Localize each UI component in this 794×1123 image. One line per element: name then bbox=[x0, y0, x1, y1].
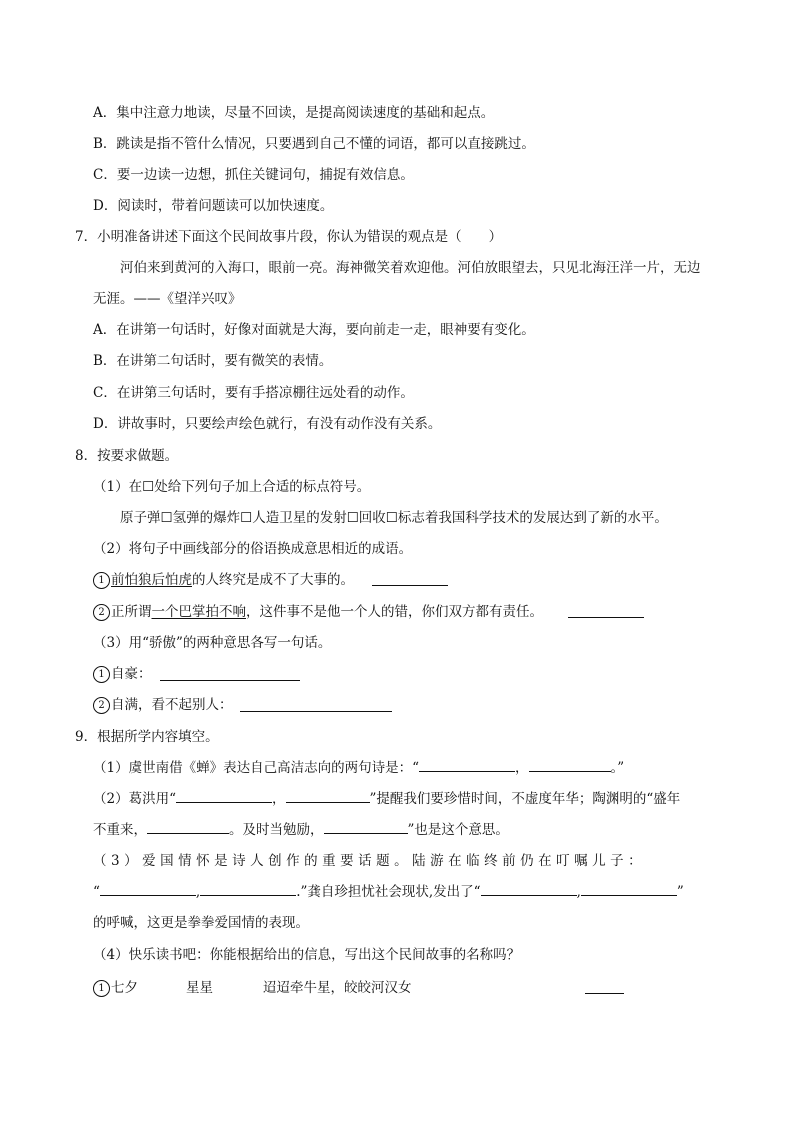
circled-number: 1 bbox=[93, 980, 110, 997]
q8-item3-answer-blank[interactable] bbox=[160, 679, 300, 681]
q8-item1-answer-blank[interactable] bbox=[372, 584, 448, 586]
q9-part1 bbox=[93, 759, 624, 777]
circled-number: 2 bbox=[93, 604, 110, 621]
underlined-proverb: 一个巴掌拍不响 bbox=[151, 604, 246, 620]
q9-part2-text-4: 。及时当勉励， bbox=[229, 822, 324, 838]
q8-part3: （3）用“骄傲”的两种意思各写一句话。 bbox=[93, 635, 332, 651]
circled-number: 1 bbox=[93, 666, 110, 683]
q8-part1: （1）在☐处给下列句子加上合适的标点符号。 bbox=[93, 479, 371, 495]
q8-stem: 8．按要求做题。 bbox=[75, 448, 179, 464]
q7-option-d: D．讲故事时，只要绘声绘色就行，有没有动作没有关系。 bbox=[93, 416, 442, 432]
circled-number: 2 bbox=[93, 697, 110, 714]
q9-part2-text-2: ”提醒我们要珍惜时间，不虚度年华；陶渊明的“盛年 bbox=[369, 791, 681, 807]
q7-stem: 7．小明准备讲述下面这个民间故事片段，你认为错误的观点是（ ） bbox=[75, 229, 503, 245]
q9-part3-comma-2: , bbox=[576, 884, 581, 900]
q8-item1 bbox=[93, 571, 354, 589]
q9-part2-text-3: 不重来， bbox=[93, 822, 147, 838]
clue-2: 星星 bbox=[186, 980, 213, 996]
q9-part2-text: （2）葛洪用“ bbox=[93, 791, 176, 807]
q9-part2-text-5: ”也是这个意思。 bbox=[407, 822, 509, 838]
q8-part2: （2）将句子中画线部分的俗语换成意思相近的成语。 bbox=[93, 541, 413, 557]
q9-part3-line2 bbox=[93, 883, 684, 901]
q7-passage-line2: 无涯。——《望洋兴叹》 bbox=[93, 291, 242, 307]
item-text: 的人终究是成不了大事的。 bbox=[192, 572, 354, 588]
q9-part3-blank-4[interactable] bbox=[581, 894, 677, 896]
q7-option-b: B．在讲第二句话时，要有微笑的表情。 bbox=[93, 353, 333, 369]
clue-1: 七夕 bbox=[111, 980, 138, 996]
q7-option-a: A．在讲第一句话时，好像对面就是大海，要向前走一走，眼神要有变化。 bbox=[93, 322, 535, 338]
item-text: 正所谓 bbox=[111, 604, 152, 620]
q9-part1-blank-2[interactable] bbox=[529, 770, 611, 772]
q8-item2 bbox=[93, 603, 543, 621]
q9-part3-text: .”龚自珍担忧社会现状,发出了“ bbox=[296, 884, 481, 900]
q9-part2-comma: ， bbox=[272, 791, 286, 807]
item-text: 自豪： bbox=[111, 666, 152, 682]
q9-part1-blank-1[interactable] bbox=[419, 770, 515, 772]
q6-option-b: B．跳读是指不管什么情况，只要遇到自己不懂的词语，都可以直接跳过。 bbox=[93, 136, 535, 152]
q9-part1-end: 。” bbox=[610, 760, 625, 776]
q6-option-c: C．要一边读一边想，抓住关键词句，捕捉有效信息。 bbox=[93, 167, 414, 183]
q8-item2-answer-blank[interactable] bbox=[568, 616, 644, 618]
q9-part2-blank-1[interactable] bbox=[176, 801, 272, 803]
q8-item4-answer-blank[interactable] bbox=[240, 710, 392, 712]
item-text: 自满，看不起别人： bbox=[111, 697, 233, 713]
q9-part3-end: ” bbox=[676, 884, 684, 900]
underlined-proverb: 前怕狼后怕虎 bbox=[111, 572, 192, 588]
q8-item4 bbox=[93, 696, 233, 714]
item-text: ，这件事不是他一个人的错，你们双方都有责任。 bbox=[246, 604, 543, 620]
q9-part3-quote: “ bbox=[93, 884, 100, 900]
q9-part2-blank-4[interactable] bbox=[324, 832, 408, 834]
q9-clue-row bbox=[93, 979, 138, 997]
q9-part1-text: （1）虞世南借《蝉》表达自己高洁志向的两句诗是：“ bbox=[93, 760, 419, 776]
q8-item3 bbox=[93, 665, 152, 683]
q9-part3-line3: 的呼喊，这更是拳拳爱国情的表现。 bbox=[93, 915, 309, 931]
q9-part3-line1: （3）爱国情怀是诗人创作的重要话题。陆游在临终前仍在叮嘱儿子： bbox=[93, 853, 647, 869]
q9-part4: （4）快乐读书吧：你能根据给出的信息，写出这个民间故事的名称吗？ bbox=[93, 947, 521, 963]
q9-part1-comma: ， bbox=[515, 760, 529, 776]
clue-3: 迢迢牵牛星，皎皎河汉女 bbox=[263, 980, 412, 996]
q8-sentence: 原子弹☐氢弹的爆炸☐人造卫星的发射☐回收☐标志着我国科学技术的发展达到了新的水平。 bbox=[120, 510, 668, 526]
q9-part2-line2 bbox=[93, 821, 509, 839]
q7-passage-line1: 河伯来到黄河的入海口，眼前一亮。海神微笑着欢迎他。河伯放眼望去，只见北海汪洋一片，无边 bbox=[120, 260, 701, 276]
q9-clue-answer-blank[interactable] bbox=[585, 992, 624, 994]
q9-part3-blank-3[interactable] bbox=[481, 894, 577, 896]
q7-option-c: C．在讲第三句话时，要有手搭凉棚往远处看的动作。 bbox=[93, 385, 414, 401]
q9-part3-comma: , bbox=[195, 884, 201, 900]
q6-option-d: D．阅读时，带着问题读可以加快速度。 bbox=[93, 198, 334, 214]
q9-part3-blank-2[interactable] bbox=[200, 894, 296, 896]
q9-part3-blank-1[interactable] bbox=[100, 894, 196, 896]
q9-stem: 9．根据所学内容填空。 bbox=[75, 729, 219, 745]
q9-part2-blank-2[interactable] bbox=[286, 801, 370, 803]
circled-number: 1 bbox=[93, 572, 110, 589]
q9-part2-line1 bbox=[93, 790, 680, 808]
q9-part2-blank-3[interactable] bbox=[147, 832, 229, 834]
q6-option-a: A．集中注意力地读，尽量不回读，是提高阅读速度的基础和起点。 bbox=[93, 105, 495, 121]
